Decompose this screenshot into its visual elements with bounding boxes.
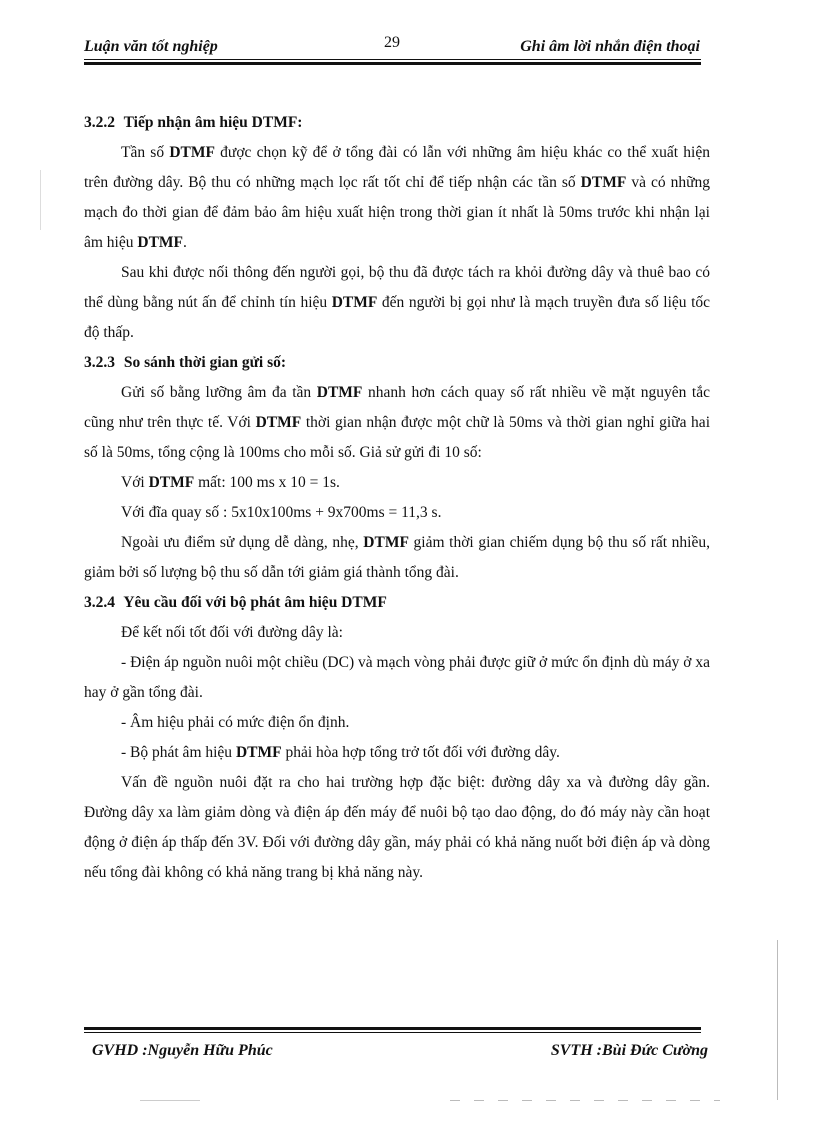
text-run: Sau khi được nối thông đến người gọi, bộ thu đã được tách ra khỏi đường dây và thuê bao có thể dùng bằng nút ấn để chỉnh tín hiệu (84, 264, 710, 311)
paragraph: Vấn đề nguồn nuôi đặt ra cho hai trường hợp đặc biệt: đường dây xa và đường dây gần. Đường dây xa làm giảm dòng và điện áp đến máy để nuôi bộ tạo dao động, do đó máy này cần hoạt động ở điện áp thấp đến 3V. Đối với đường dây gần, máy phải có khả năng nuốt bởi điện áp và dòng nếu tổng đài không có khả năng trang bị khả năng này. (84, 774, 710, 881)
section-heading-3-2-4 (84, 588, 710, 618)
text-run: . (183, 234, 187, 251)
text-run: phải hòa hợp tổng trở tốt đối với đường dây. (281, 744, 560, 761)
term-dtmf: DTMF (137, 234, 184, 251)
section-heading-3-2-2 (84, 108, 710, 138)
text-run: Ngoài ưu điểm sử dụng dễ dàng, nhẹ, (121, 534, 364, 551)
text-run: mất: 100 ms x 10 = 1s. (194, 474, 340, 491)
scan-edge-mark (40, 170, 41, 230)
term-dtmf: DTMF (235, 744, 282, 761)
section-number: 3.2.3 (84, 354, 115, 371)
header-rule-thin (84, 59, 701, 60)
paragraph: Để kết nối tốt đối với đường dây là: (121, 624, 343, 641)
footer-advisor: GVHD :Nguyễn Hữu Phúc (92, 1042, 273, 1059)
text-run: Tần số (121, 144, 170, 161)
document-body (84, 108, 710, 888)
header-title-right: Ghi âm lời nhắn điện thoại (520, 38, 700, 55)
section-title: So sánh thời gian gửi số: (123, 354, 287, 371)
list-item: - Âm hiệu phải có mức điện ổn định. (121, 714, 350, 731)
text-run: nhanh hơn cách quay số rất nhiều về mặt nguyên tắc cũng như trên thực tế. Với (84, 384, 710, 431)
header-rule-thick (84, 62, 701, 65)
paragraph (84, 138, 710, 258)
text-run: Gửi số bằng lưỡng âm đa tần (121, 384, 317, 401)
paragraph (84, 378, 710, 468)
section-number: 3.2.2 (84, 114, 115, 131)
page-number: 29 (384, 34, 400, 51)
list-item: - Điện áp nguồn nuôi một chiều (DC) và mạch vòng phải được giữ ở mức ổn định dù máy ở xa hay ở gần tổng đài. (84, 654, 710, 701)
header-title-left: Luận văn tốt nghiệp (84, 38, 218, 55)
term-dtmf: DTMF (363, 534, 409, 551)
scan-edge-mark (140, 1100, 200, 1101)
paragraph (84, 468, 710, 498)
text-run: giảm thời gian chiếm dụng bộ thu số rất nhiều, giảm bởi số lượng bộ thu số dẫn tới giảm giá thành tổng đài. (84, 534, 710, 581)
term-dtmf: DTMF (331, 294, 378, 311)
text-run: - Bộ phát âm hiệu (121, 744, 236, 761)
scan-edge-mark (777, 940, 778, 1100)
term-dtmf: DTMF (316, 384, 363, 401)
section-heading-3-2-3 (84, 348, 710, 378)
paragraph (84, 258, 710, 348)
scan-edge-mark (450, 1100, 720, 1101)
paragraph (84, 528, 710, 588)
text-run: đến người bị gọi như là mạch truyền đưa số liệu tốc độ thấp. (84, 294, 710, 341)
text-run: được chọn kỹ để ở tổng đài có lẫn với những âm hiệu khác co thể xuất hiện trên đường dây. Bộ thu có những mạch lọc rất tốt chỉ để tiếp nhận các tần số (84, 144, 710, 191)
section-title: Tiếp nhận âm hiệu DTMF: (123, 114, 303, 131)
term-dtmf: DTMF (148, 474, 195, 491)
footer-rule-thin (84, 1032, 701, 1033)
paragraph: Với đĩa quay số : 5x10x100ms + 9x700ms = 11,3 s. (121, 504, 442, 521)
section-title: Yêu cầu đối với bộ phát âm hiệu DTMF (123, 594, 387, 611)
section-number: 3.2.4 (84, 594, 115, 611)
list-item (84, 738, 710, 768)
term-dtmf: DTMF (169, 144, 215, 161)
footer-rule-thick (84, 1027, 701, 1030)
term-dtmf: DTMF (580, 174, 627, 191)
text-run: và có những mạch đo thời gian để đảm bảo âm hiệu xuất hiện trong thời gian ít nhất là 50ms trước khi nhận lại âm hiệu (84, 174, 710, 251)
term-dtmf: DTMF (255, 414, 302, 431)
text-run: thời gian nhận được một chữ là 50ms và thời gian nghỉ giữa hai số là 50ms, tổng cộng là 100ms cho mỗi số. Giả sử gửi đi 10 số: (84, 414, 710, 461)
text-run: Với (121, 474, 149, 491)
footer-student: SVTH :Bùi Đức Cường (550, 1042, 708, 1059)
